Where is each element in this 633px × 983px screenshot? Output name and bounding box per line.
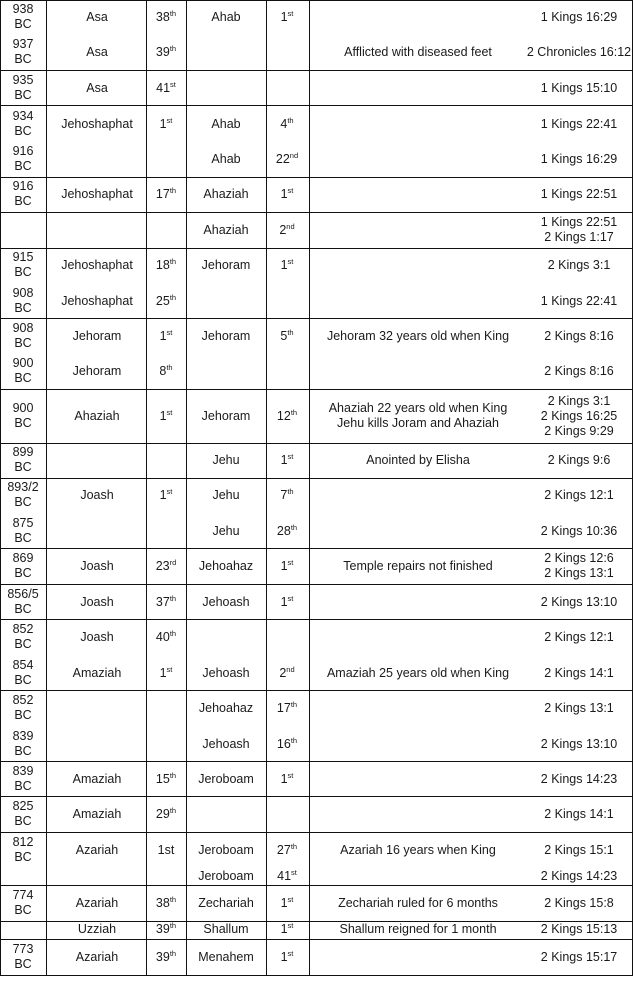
reference-cell: 2 Kings 12:6 [544, 551, 614, 565]
reference-cell: 1 Kings 15:10 [540, 80, 618, 95]
israel-year-cell: 5th [280, 327, 294, 343]
judah-king-cell: Jehoshaphat [61, 116, 133, 131]
judah-year-cell-ordinal-suffix: th [169, 948, 177, 958]
date-cell: 839 [12, 729, 34, 743]
date-cell: 854 [12, 658, 34, 672]
table-row-rule [0, 70, 633, 71]
judah-king-cell: Amaziah [72, 665, 122, 680]
date-cell: 825 [12, 799, 34, 813]
reference-cell: 2 Kings 13:1 [544, 700, 614, 715]
reference-cell: 1 Kings 16:29 [540, 9, 618, 24]
reference-cell: 2 Kings 15:1 [544, 842, 614, 857]
date-cell: BC [14, 850, 32, 864]
judah-king-cell: Jehoshaphat [61, 293, 133, 308]
date-cell: 908 [12, 286, 34, 300]
date-cell: BC [14, 416, 32, 430]
table-row-rule [0, 318, 633, 319]
israel-year-cell-ordinal-suffix: th [287, 486, 294, 496]
reference-cell: 2 Kings 15:13 [540, 921, 618, 936]
date-cell: BC [14, 371, 32, 385]
reference-cell: 2 Kings 8:16 [544, 328, 614, 343]
judah-king-cell: Jehoram [72, 328, 122, 343]
judah-king-cell: Azariah [75, 949, 119, 964]
event-cell: Azariah 16 years when King [340, 842, 496, 857]
israel-year-cell-ordinal-suffix: th [290, 699, 298, 709]
judah-king-cell: Jehoshaphat [61, 257, 133, 272]
judah-year-cell-ordinal-suffix: th [169, 593, 177, 603]
israel-year-cell: 22nd [275, 150, 299, 166]
date-cell: BC [14, 708, 32, 722]
table-column-rule [146, 0, 147, 975]
date-cell: 934 [12, 109, 34, 123]
israel-king-cell: Jehoram [201, 408, 251, 423]
judah-king-cell: Asa [86, 80, 108, 95]
table-column-rule [309, 0, 310, 975]
table-column-rule [0, 0, 1, 975]
judah-king-cell: Jehoram [72, 363, 122, 378]
israel-king-cell: Jehoash [202, 594, 250, 609]
judah-year-cell-ordinal-suffix: th [169, 770, 177, 780]
table-row-rule [0, 832, 633, 833]
israel-year-cell-ordinal-suffix: st [287, 920, 294, 930]
judah-year-cell: 17th [155, 185, 177, 201]
israel-king-cell: Ahaziah [203, 186, 249, 201]
israel-year-cell: 1st [280, 920, 294, 936]
date-cell: 935 [12, 73, 34, 87]
israel-year-cell: 27th [276, 841, 298, 857]
israel-year-cell-ordinal-suffix: th [287, 327, 294, 337]
event-cell: Afflicted with diseased feet [344, 44, 492, 59]
date-cell: BC [14, 744, 32, 758]
date-cell: BC [14, 637, 32, 651]
judah-year-cell: 1st [159, 664, 173, 680]
date-cell: 869 [12, 551, 34, 565]
event-cell: Shallum reigned for 1 month [339, 921, 497, 936]
table-row-rule [0, 0, 633, 1]
date-cell: BC [14, 159, 32, 173]
judah-king-cell: Asa [86, 44, 108, 59]
israel-king-cell: Menahem [198, 949, 254, 964]
judah-year-cell: 23rd [155, 557, 177, 573]
israel-year-cell: 1st [280, 593, 294, 609]
judah-year-cell: 15th [155, 770, 177, 786]
judah-year-cell-ordinal-suffix: th [169, 256, 177, 266]
judah-year-cell: 39th [155, 43, 177, 59]
judah-king-cell: Azariah [75, 895, 119, 910]
date-cell: 852 [12, 693, 34, 707]
israel-king-cell: Jeroboam [198, 868, 254, 883]
date-cell: 916 [12, 144, 34, 158]
reference-cell: 2 Kings 13:10 [540, 594, 618, 609]
reference-cell: 2 Chronicles 16:12 [526, 44, 632, 59]
table-row-rule [0, 443, 633, 444]
judah-year-cell: 18th [155, 256, 177, 272]
israel-year-cell-ordinal-suffix: th [290, 407, 298, 417]
israel-king-cell: Jeroboam [198, 842, 254, 857]
judah-year-cell: 8th [159, 362, 173, 378]
judah-year-cell-ordinal-suffix: st [166, 407, 173, 417]
judah-year-cell: 1st [157, 842, 175, 857]
israel-king-cell: Ahab [211, 116, 241, 131]
israel-year-cell-ordinal-suffix: st [287, 593, 294, 603]
judah-year-cell-ordinal-suffix: th [169, 292, 177, 302]
reference-cell: 2 Kings 10:36 [540, 523, 618, 538]
date-cell: BC [14, 495, 32, 509]
israel-king-cell: Ahab [211, 9, 241, 24]
israel-year-cell: 16th [276, 735, 298, 751]
reference-cell: 2 Kings 16:25 [540, 408, 618, 423]
israel-king-cell: Jehu [212, 452, 240, 467]
reference-cell: 2 Kings 14:23 [540, 771, 618, 786]
israel-year-cell-ordinal-suffix: th [290, 522, 298, 532]
israel-year-cell-ordinal-suffix: st [287, 894, 294, 904]
judah-year-cell: 39th [155, 948, 177, 964]
reference-cell: 2 Kings 9:6 [547, 452, 611, 467]
judah-king-cell: Joash [80, 558, 114, 573]
table-row-rule [0, 105, 633, 106]
judah-year-cell-ordinal-suffix: st [170, 79, 176, 89]
table-row-rule [0, 212, 633, 213]
israel-year-cell: 12th [276, 407, 298, 423]
date-cell: BC [14, 531, 32, 545]
reference-cell: 1 Kings 22:41 [540, 116, 618, 131]
israel-year-cell-ordinal-suffix: st [287, 256, 294, 266]
event-cell: Amaziah 25 years old when King [326, 665, 510, 680]
judah-year-cell-ordinal-suffix: th [169, 43, 177, 53]
judah-king-cell: Amaziah [72, 771, 122, 786]
judah-year-cell-ordinal-suffix: th [169, 8, 177, 18]
date-cell: BC [14, 566, 32, 580]
judah-king-cell: Joash [80, 487, 114, 502]
reference-cell: 2 Kings 15:17 [540, 949, 618, 964]
israel-year-cell-ordinal-suffix: nd [289, 150, 299, 160]
date-cell: 938 [12, 2, 34, 16]
israel-year-cell: 41st [277, 867, 297, 883]
event-cell: Ahaziah 22 years old when King [328, 401, 508, 415]
reference-cell: 2 Kings 14:1 [544, 665, 614, 680]
judah-year-cell-ordinal-suffix: th [169, 894, 177, 904]
israel-year-cell-ordinal-suffix: st [287, 8, 294, 18]
israel-year-cell-ordinal-suffix: th [290, 841, 298, 851]
reference-cell: 1 Kings 16:29 [540, 151, 618, 166]
judah-king-cell: Azariah [75, 842, 119, 857]
judah-year-cell: 38th [155, 8, 177, 24]
judah-year-cell: 25th [155, 292, 177, 308]
israel-king-cell: Jehoahaz [198, 558, 254, 573]
table-row-rule [0, 177, 633, 178]
date-cell: 908 [12, 321, 34, 335]
table-column-rule [186, 0, 187, 975]
judah-year-cell: 38th [155, 894, 177, 910]
date-cell: BC [14, 194, 32, 208]
judah-year-cell-ordinal-suffix: st [166, 664, 173, 674]
date-cell: BC [14, 265, 32, 279]
date-cell: 893/2 [7, 480, 39, 494]
reference-cell: 2 Kings 3:1 [547, 257, 611, 272]
judah-year-cell-ordinal-suffix: th [169, 185, 177, 195]
israel-year-cell: 1st [280, 185, 294, 201]
judah-year-cell: 39th [155, 920, 177, 936]
date-cell: BC [14, 336, 32, 350]
judah-year-cell: 41st [156, 79, 176, 95]
event-cell: Anointed by Elisha [366, 452, 470, 467]
israel-year-cell: 2nd [279, 221, 295, 237]
judah-year-cell: 1st [159, 407, 173, 423]
judah-year-cell-ordinal-suffix: st [166, 486, 173, 496]
table-column-rule [266, 0, 267, 975]
judah-king-cell: Joash [80, 594, 114, 609]
judah-king-cell: Ahaziah [74, 408, 120, 423]
reference-cell: 2 Kings 15:8 [544, 895, 614, 910]
reference-cell: 2 Kings 3:1 [547, 393, 611, 408]
date-cell: BC [14, 17, 32, 31]
israel-king-cell: Ahab [211, 151, 241, 166]
table-row-rule [0, 885, 633, 886]
judah-year-cell: 29th [155, 805, 177, 821]
israel-year-cell: 1st [280, 894, 294, 910]
date-cell: 937 [12, 37, 34, 51]
reference-cell: 2 Kings 12:1 [544, 629, 614, 644]
israel-year-cell-ordinal-suffix: th [287, 115, 294, 125]
israel-year-cell: 7th [280, 486, 294, 502]
israel-year-cell-ordinal-suffix: st [287, 451, 294, 461]
date-cell: 900 [12, 356, 34, 370]
date-cell: BC [14, 814, 32, 828]
date-cell: BC [14, 957, 32, 971]
judah-year-cell: 1st [159, 327, 173, 343]
date-cell: BC [14, 460, 32, 474]
date-cell: BC [14, 673, 32, 687]
reference-cell: 2 Kings 8:16 [544, 363, 614, 378]
reference-cell: 2 Kings 12:1 [544, 487, 614, 502]
table-row-rule [0, 389, 633, 390]
israel-king-cell: Shallum [203, 921, 249, 936]
israel-year-cell-ordinal-suffix: th [290, 735, 298, 745]
table-row-rule [0, 796, 633, 797]
date-cell: BC [14, 602, 32, 616]
israel-year-cell: 28th [276, 522, 298, 538]
date-cell: 852 [12, 622, 34, 636]
table-row-rule [0, 478, 633, 479]
israel-year-cell-ordinal-suffix: nd [286, 221, 295, 231]
date-cell: 899 [12, 445, 34, 459]
date-cell: 900 [12, 401, 34, 415]
date-cell: 773 [12, 942, 34, 956]
israel-king-cell: Jehoahaz [198, 700, 254, 715]
date-cell: 812 [12, 835, 34, 849]
israel-year-cell: 1st [280, 770, 294, 786]
date-cell: 915 [12, 250, 34, 264]
israel-king-cell: Ahaziah [203, 222, 249, 237]
reference-cell: 2 Kings 14:23 [540, 868, 618, 883]
date-cell: BC [14, 903, 32, 917]
date-cell: BC [14, 301, 32, 315]
reference-cell: 2 Kings 13:10 [540, 736, 618, 751]
table-row-rule [0, 584, 633, 585]
date-cell: 916 [12, 179, 34, 193]
judah-year-cell-ordinal-suffix: th [169, 805, 177, 815]
table-row-rule [0, 975, 633, 976]
judah-year-cell-ordinal-suffix: rd [169, 557, 177, 567]
event-cell: Temple repairs not finished [343, 558, 493, 573]
israel-year-cell: 17th [276, 699, 298, 715]
israel-year-cell: 1st [280, 451, 294, 467]
israel-year-cell: 1st [280, 948, 294, 964]
judah-year-cell-ordinal-suffix: th [166, 362, 173, 372]
judah-king-cell: Uzziah [77, 921, 117, 936]
judah-year-cell: 37th [155, 593, 177, 609]
judah-year-cell-ordinal-suffix: st [166, 327, 173, 337]
date-cell: 774 [12, 888, 34, 902]
judah-year-cell: 1st [159, 486, 173, 502]
israel-year-cell-ordinal-suffix: st [287, 770, 294, 780]
israel-year-cell: 1st [280, 256, 294, 272]
israel-year-cell-ordinal-suffix: st [287, 948, 294, 958]
date-cell: BC [14, 124, 32, 138]
israel-king-cell: Jehoram [201, 328, 251, 343]
date-cell: 839 [12, 764, 34, 778]
israel-year-cell: 1st [280, 8, 294, 24]
israel-year-cell-ordinal-suffix: nd [286, 664, 295, 674]
judah-year-cell-ordinal-suffix: st [166, 115, 173, 125]
israel-year-cell: 4th [280, 115, 294, 131]
israel-king-cell: Jeroboam [198, 771, 254, 786]
judah-king-cell: Joash [80, 629, 114, 644]
table-row-rule [0, 619, 633, 620]
israel-king-cell: Jehoash [202, 736, 250, 751]
reference-cell: 1 Kings 22:41 [540, 293, 618, 308]
table-row-rule [0, 690, 633, 691]
israel-king-cell: Jehoram [201, 257, 251, 272]
israel-year-cell: 1st [280, 557, 294, 573]
table-row-rule [0, 248, 633, 249]
reference-cell: 2 Kings 1:17 [544, 230, 614, 244]
judah-year-cell: 40th [155, 628, 177, 644]
date-cell: BC [14, 779, 32, 793]
israel-king-cell: Jehoash [202, 665, 250, 680]
israel-year-cell-ordinal-suffix: st [287, 185, 294, 195]
reference-cell: 2 Kings 9:29 [544, 423, 614, 438]
date-cell: BC [14, 88, 32, 102]
table-column-rule [46, 0, 47, 975]
israel-year-cell-ordinal-suffix: st [287, 557, 294, 567]
event-cell: Zechariah ruled for 6 months [338, 895, 498, 910]
event-cell: Jehu kills Joram and Ahaziah [337, 416, 499, 430]
date-cell: 856/5 [7, 587, 39, 601]
event-cell: Jehoram 32 years old when King [326, 328, 510, 343]
israel-king-cell: Jehu [212, 487, 240, 502]
judah-king-cell: Jehoshaphat [61, 186, 133, 201]
israel-king-cell: Zechariah [198, 895, 254, 910]
judah-year-cell: 1st [159, 115, 173, 131]
date-cell: 875 [12, 516, 34, 530]
table-row-rule [0, 939, 633, 940]
israel-year-cell: 2nd [279, 664, 295, 680]
reference-cell: 1 Kings 22:51 [540, 215, 618, 229]
table-row-rule [0, 761, 633, 762]
table-row-rule [0, 548, 633, 549]
reference-cell: 2 Kings 13:1 [544, 566, 614, 580]
reference-cell: 2 Kings 14:1 [544, 806, 614, 821]
judah-year-cell-ordinal-suffix: th [169, 920, 177, 930]
israel-king-cell: Jehu [212, 523, 240, 538]
judah-king-cell: Amaziah [72, 806, 122, 821]
judah-king-cell: Asa [86, 9, 108, 24]
judah-year-cell-ordinal-suffix: th [169, 628, 177, 638]
date-cell: BC [14, 52, 32, 66]
reference-cell: 1 Kings 22:51 [540, 186, 618, 201]
israel-year-cell-ordinal-suffix: st [291, 867, 297, 877]
